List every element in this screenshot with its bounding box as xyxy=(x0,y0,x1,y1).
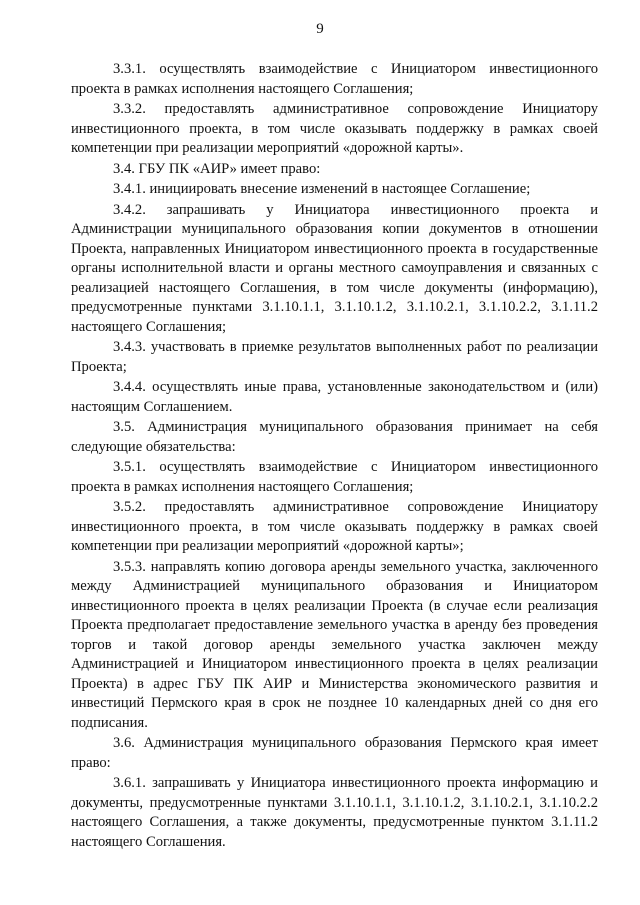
paragraph-3-6-1: 3.6.1. запрашивать у Инициатора инвестиционного проекта информацию и документы, предусмотренные пунктами 3.1.10.1.1, 3.1.10.1.2, 3.1.10.2.1, 3.1.10.2.2 настоящего Соглашения, а также документы, предусмотренные пунктом 3.1.11.2 настоящего Соглашения. xyxy=(71,775,598,850)
paragraph-3-3-1: 3.3.1. осуществлять взаимодействие с Инициатором инвестиционного проекта в рамках исполнения настоящего Соглашения; xyxy=(71,61,598,97)
paragraph-3-4-1: 3.4.1. инициировать внесение изменений в настоящее Соглашение; xyxy=(113,181,531,197)
paragraph-3-6: 3.6. Администрация муниципального образования Пермского края имеет право: xyxy=(71,735,598,771)
paragraph-3-3-2: 3.3.2. предоставлять административное сопровождение Инициатору инвестиционного проекта, в том числе оказывать поддержку в рамках своей компетенции при реализации мероприятий «дорожной карты». xyxy=(71,101,598,156)
paragraph-3-5-2: 3.5.2. предоставлять административное сопровождение Инициатору инвестиционного проекта, в том числе оказывать поддержку в рамках своей компетенции при реализации мероприятий «дорожной карты»; xyxy=(71,499,598,554)
paragraph-3-4-3: 3.4.3. участвовать в приемке результатов выполненных работ по реализации Проекта; xyxy=(71,339,598,375)
paragraph-3-4-2: 3.4.2. запрашивать у Инициатора инвестиционного проекта и Администрации муниципального образования копии документов в отношении Проекта, направленных Инициатором инвестиционного проекта в государственные органы исполнительной власти и органы местного самоуправления и связанных с реализацией настоящего Соглашения, в том числе документы (информацию), предусмотренные пунктами 3.1.10.1.1, 3.1.10.1.2, 3.1.10.2.1, 3.1.10.2.2, 3.1.11.2 настоящего Соглашения; xyxy=(71,201,598,335)
paragraph-3-4-4: 3.4.4. осуществлять иные права, установленные законодательством и (или) настоящим Соглашением. xyxy=(71,379,598,415)
paragraph-3-4: 3.4. ГБУ ПК «АИР» имеет право: xyxy=(113,160,321,177)
document-body xyxy=(71,60,598,853)
paragraph-3-5: 3.5. Администрация муниципального образования принимает на себя следующие обязательства: xyxy=(71,419,598,455)
page-number: 9 xyxy=(316,21,324,37)
paragraph-3-5-3: 3.5.3. направлять копию договора аренды земельного участка, заключенного между Администрацией муниципального образования и Инициатором инвестиционного проекта в целях реализации Проекта (в случае если реализация Проекта предполагает предоставление земельного участка в аренду без проведения торгов и такой договор аренды земельного участка заключен между Администрацией и Инициатором инвестиционного проекта в целях реализации Проекта) в адрес ГБУ ПК АИР и Министерства экономического развития и инвестиций Пермского края в срок не позднее 10 календарных дней со дня его подписания. xyxy=(71,558,598,731)
paragraph-3-5-1: 3.5.1. осуществлять взаимодействие с Инициатором инвестиционного проекта в рамках исполнения настоящего Соглашения; xyxy=(71,459,598,495)
